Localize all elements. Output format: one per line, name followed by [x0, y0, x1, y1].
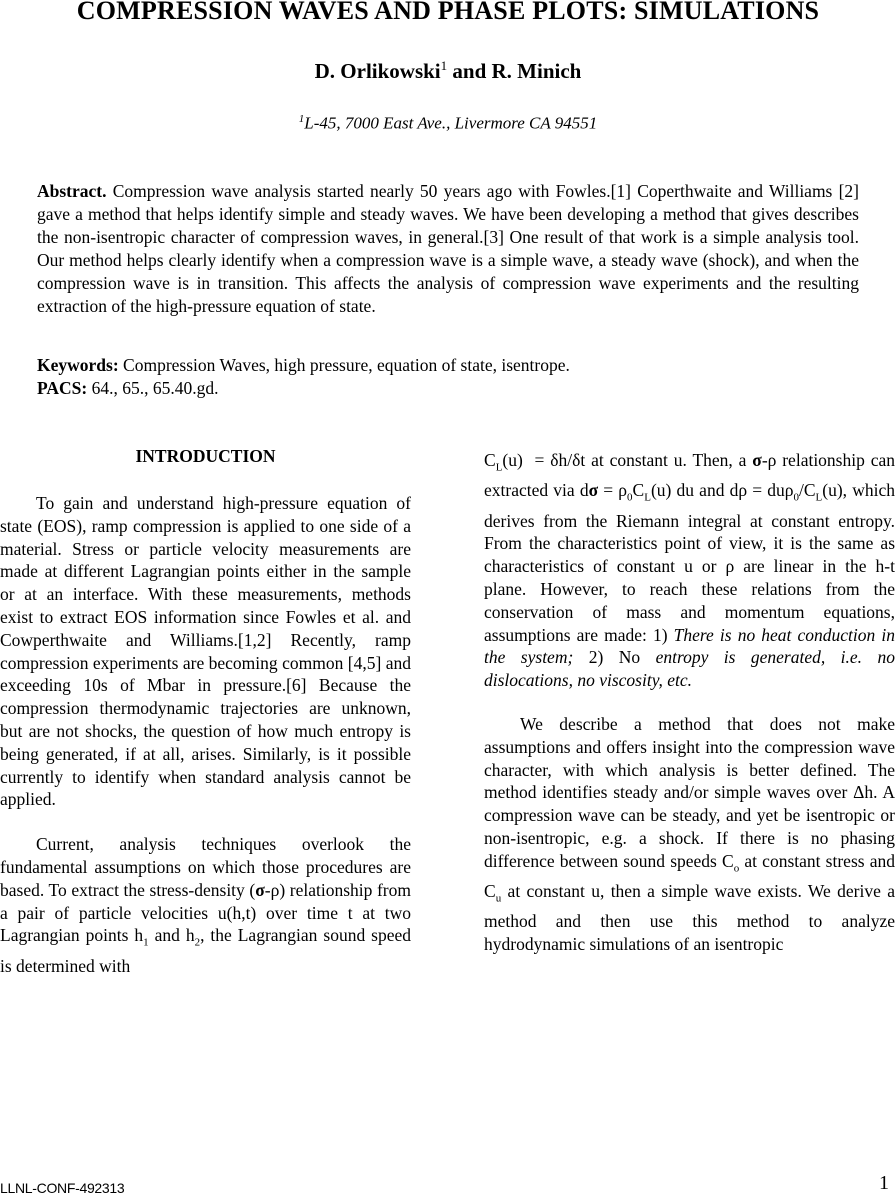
section-heading-introduction: INTRODUCTION	[135, 446, 276, 466]
affiliation	[0, 113, 896, 134]
subscript-o: o	[733, 862, 740, 875]
affiliation-text: L-45, 7000 East Ave., Livermore CA 94551	[304, 113, 598, 133]
rp1-text-9: 2) No	[573, 647, 656, 668]
rp1-italic-2: entropy is generated, i.e. no dislocations, no viscosity, etc.	[484, 647, 895, 691]
pacs-text: 64., 65., 65.40.gd.	[91, 378, 219, 398]
p2-text-1: Current, analysis techniques overlook the fundamental assumptions on which those procedures are based. To extract the stress-density (	[0, 834, 411, 900]
rp2-text-2: at constant stress and C	[484, 850, 895, 902]
sigma-symbol: σ	[752, 450, 762, 470]
abstract	[37, 180, 859, 318]
rp1-text-4: = ρ	[598, 480, 628, 501]
author-1-affil-mark: 1	[440, 58, 448, 73]
intro-paragraph-2	[0, 833, 411, 977]
rp1-text-1: C	[484, 450, 496, 470]
rp1-text-6: (u) du and dρ = duρ	[650, 480, 794, 501]
right-column	[484, 449, 895, 956]
rp2-text-3: at constant u, then a simple wave exists. We derive a method and then use this method to analyze hydrodynamic simulations of an isentropic	[484, 881, 895, 955]
rp1-text-3: -ρ relationship can extracted via d	[484, 450, 896, 501]
subscript-L: L	[495, 461, 503, 474]
author-1: D. Orlikowski	[314, 59, 441, 83]
pacs-line	[37, 377, 859, 400]
rp1-text-5: C	[632, 480, 645, 501]
keywords-line	[37, 354, 859, 377]
right-paragraph-1	[484, 449, 895, 692]
page-number: 1	[879, 1172, 889, 1194]
keywords-text: Compression Waves, high pressure, equation of state, isentrope.	[123, 355, 570, 375]
abstract-label: Abstract.	[37, 181, 107, 201]
keywords-label: Keywords:	[37, 355, 119, 375]
p2-text-4: , the Lagrangian sound speed is determined with	[0, 925, 411, 976]
subscript-L: L	[815, 491, 823, 504]
left-column	[0, 492, 411, 977]
paper-title: COMPRESSION WAVES AND PHASE PLOTS: SIMULATIONS	[76, 0, 820, 25]
author-line	[0, 58, 896, 84]
subscript-L: L	[644, 491, 651, 504]
subscript-2: 2	[194, 936, 201, 949]
p2-text-3: and h	[148, 925, 195, 946]
rp1-text-7: /C	[799, 480, 816, 501]
right-paragraph-2	[484, 713, 895, 956]
subscript-1: 1	[143, 936, 149, 949]
rp1-text-8: (u), which derives from the Riemann integral at constant entropy. From the characteristics point of view, it is the same as characteristics of constant u or ρ are linear in the h-t plane. However, to reach these relations from the conservation of mass and momentum equations, assumptions are made: 1)	[484, 480, 895, 645]
sigma-symbol: σ	[255, 879, 265, 900]
p2-text-2: -ρ) relationship from a pair of particle velocities u(h,t) over time t at two Lagrangian points h	[0, 879, 412, 946]
rp2-text-1: We describe a method that does not make assumptions and offers insight into the compression wave character, with which analysis is better defined. The method identifies steady and/or simple waves over Δh. A compression wave can be steady, and yet be isentropic or non-isentropic, e.g. a shock. If there is no phasing difference between sound speeds C	[484, 713, 895, 871]
pacs-label: PACS:	[37, 378, 88, 398]
keywords-block	[37, 354, 859, 400]
author-2: R. Minich	[491, 59, 582, 83]
rp1-text-2: (u) = δh/δt at constant u. Then, a	[502, 450, 753, 470]
affiliation-mark: 1	[298, 113, 305, 125]
report-id: LLNL-CONF-492313	[0, 1180, 125, 1196]
intro-paragraph-1: To gain and understand high-pressure equation of state (EOS), ramp compression is applied to one side of a material. Stress or particle velocity measurements are made at different Lagrangian points either in the sample or at an interface. With these measurements, methods exist to extract EOS information since Fowles et al. and Cowperthwaite and Williams.[1,2] Recently, ramp compression experiments are becoming common [4,5] and exceeding 10s of Mbar in pressure.[6] Because the compression thermodynamic trajectories are unknown, but are not shocks, the question of how much entropy is being generated, if at all, arises. Similarly, is it possible currently to identify when standard analysis cannot be applied.	[0, 493, 411, 810]
abstract-text: Compression wave analysis started nearly 50 years ago with Fowles.[1] Coperthwaite and Williams [2] gave a method that helps identify simple and steady waves. We have been developing a method that gives describes the non-isentropic character of compression waves, in general.[3] One result of that work is a simple analysis tool. Our method helps clearly identify when a compression wave is a simple wave, a steady wave (shock), and when the compression wave is in transition. This affects the analysis of compression wave experiments and the resulting extraction of the high-pressure equation of state.	[37, 181, 860, 316]
author-separator: and	[447, 59, 492, 83]
subscript-0: 0	[793, 491, 799, 504]
sigma-symbol: σ	[588, 480, 599, 501]
rp1-italic-1: There is no heat conduction in the system;	[484, 624, 895, 668]
subscript-u: u	[495, 892, 502, 905]
subscript-0: 0	[627, 491, 633, 504]
